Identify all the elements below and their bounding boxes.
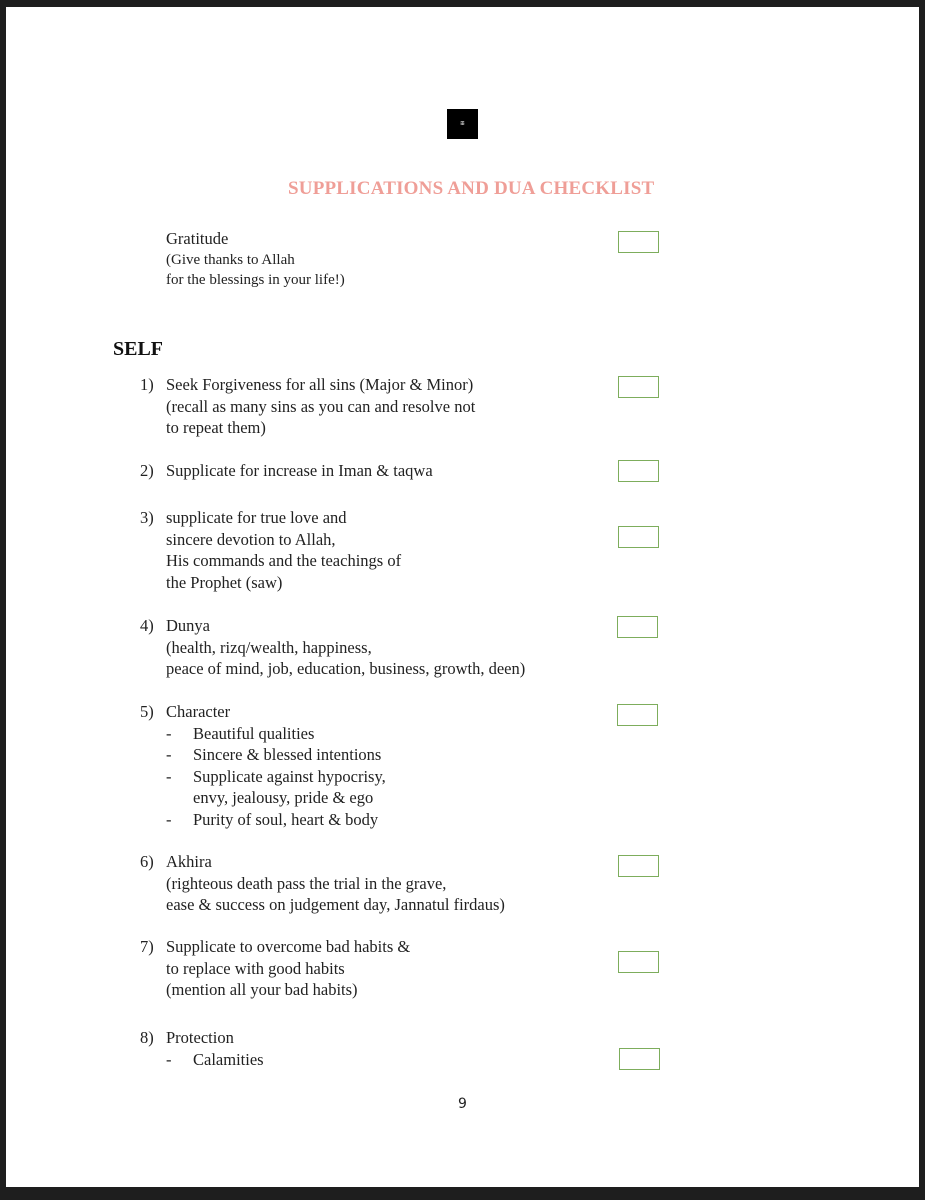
item-text: peace of mind, job, education, business, growth, deen) — [166, 659, 526, 678]
item-text: to replace with good habits — [166, 958, 345, 978]
item-number: 5) — [140, 702, 154, 721]
item-text: (mention all your bad habits) — [166, 980, 358, 999]
item-4-checkbox[interactable] — [617, 616, 658, 638]
document-page — [6, 7, 919, 1187]
item-number: 7) — [140, 937, 154, 956]
page-title: SUPPLICATIONS AND DUA CHECKLIST — [288, 178, 655, 199]
section-heading: SELF — [113, 338, 164, 360]
sub-item: - Beautiful qualities — [166, 723, 315, 743]
gratitude-checkbox[interactable] — [618, 231, 659, 253]
item-text: supplicate for true love and — [166, 508, 347, 527]
sub-item: - Purity of soul, heart & body — [166, 809, 379, 829]
item-text: Supplicate for increase in Iman & taqwa — [166, 461, 433, 480]
item-text: (health, rizq/wealth, happiness, — [166, 637, 372, 657]
item-2-checkbox[interactable] — [618, 460, 659, 482]
item-text: Dunya — [166, 616, 210, 635]
item-text: Supplicate to overcome bad habits & — [166, 937, 411, 956]
sub-item: - Supplicate against hypocrisy, — [166, 766, 386, 786]
item-text: Akhira — [166, 852, 212, 871]
item-text: (recall as many sins as you can and resolve not — [166, 396, 476, 416]
item-text: sincere devotion to Allah, — [166, 529, 336, 549]
item-text: (righteous death pass the trial in the grave, — [166, 873, 447, 893]
item-text: Seek Forgiveness for all sins (Major & Minor) — [166, 375, 474, 394]
brand-logo-icon: ꕥ — [447, 109, 478, 139]
item-7-checkbox[interactable] — [618, 951, 659, 973]
intro-line: for the blessings in your life!) — [166, 272, 345, 288]
item-number: 1) — [140, 375, 154, 394]
item-number: 4) — [140, 616, 154, 635]
intro-line: (Give thanks to Allah — [166, 251, 295, 268]
item-3-checkbox[interactable] — [618, 526, 659, 548]
item-text: to repeat them) — [166, 418, 266, 437]
item-text: His commands and the teachings of — [166, 551, 402, 570]
item-text: Character — [166, 702, 231, 721]
page-number: 9 — [458, 1096, 467, 1112]
item-8-checkbox[interactable] — [619, 1048, 660, 1070]
item-text: the Prophet (saw) — [166, 572, 283, 592]
item-number: 3) — [140, 508, 154, 527]
item-number: 8) — [140, 1028, 154, 1047]
sub-item: envy, jealousy, pride & ego — [193, 788, 374, 807]
item-6-checkbox[interactable] — [618, 855, 659, 877]
intro-label: Gratitude — [166, 229, 229, 248]
item-5-checkbox[interactable] — [617, 704, 658, 726]
sub-item: - Calamities — [166, 1049, 264, 1069]
item-text: ease & success on judgement day, Jannatul firdaus) — [166, 895, 505, 914]
item-text: Protection — [166, 1028, 234, 1047]
item-1-checkbox[interactable] — [618, 376, 659, 398]
item-number: 2) — [140, 461, 154, 480]
sub-item: - Sincere & blessed intentions — [166, 745, 382, 764]
item-number: 6) — [140, 852, 154, 871]
